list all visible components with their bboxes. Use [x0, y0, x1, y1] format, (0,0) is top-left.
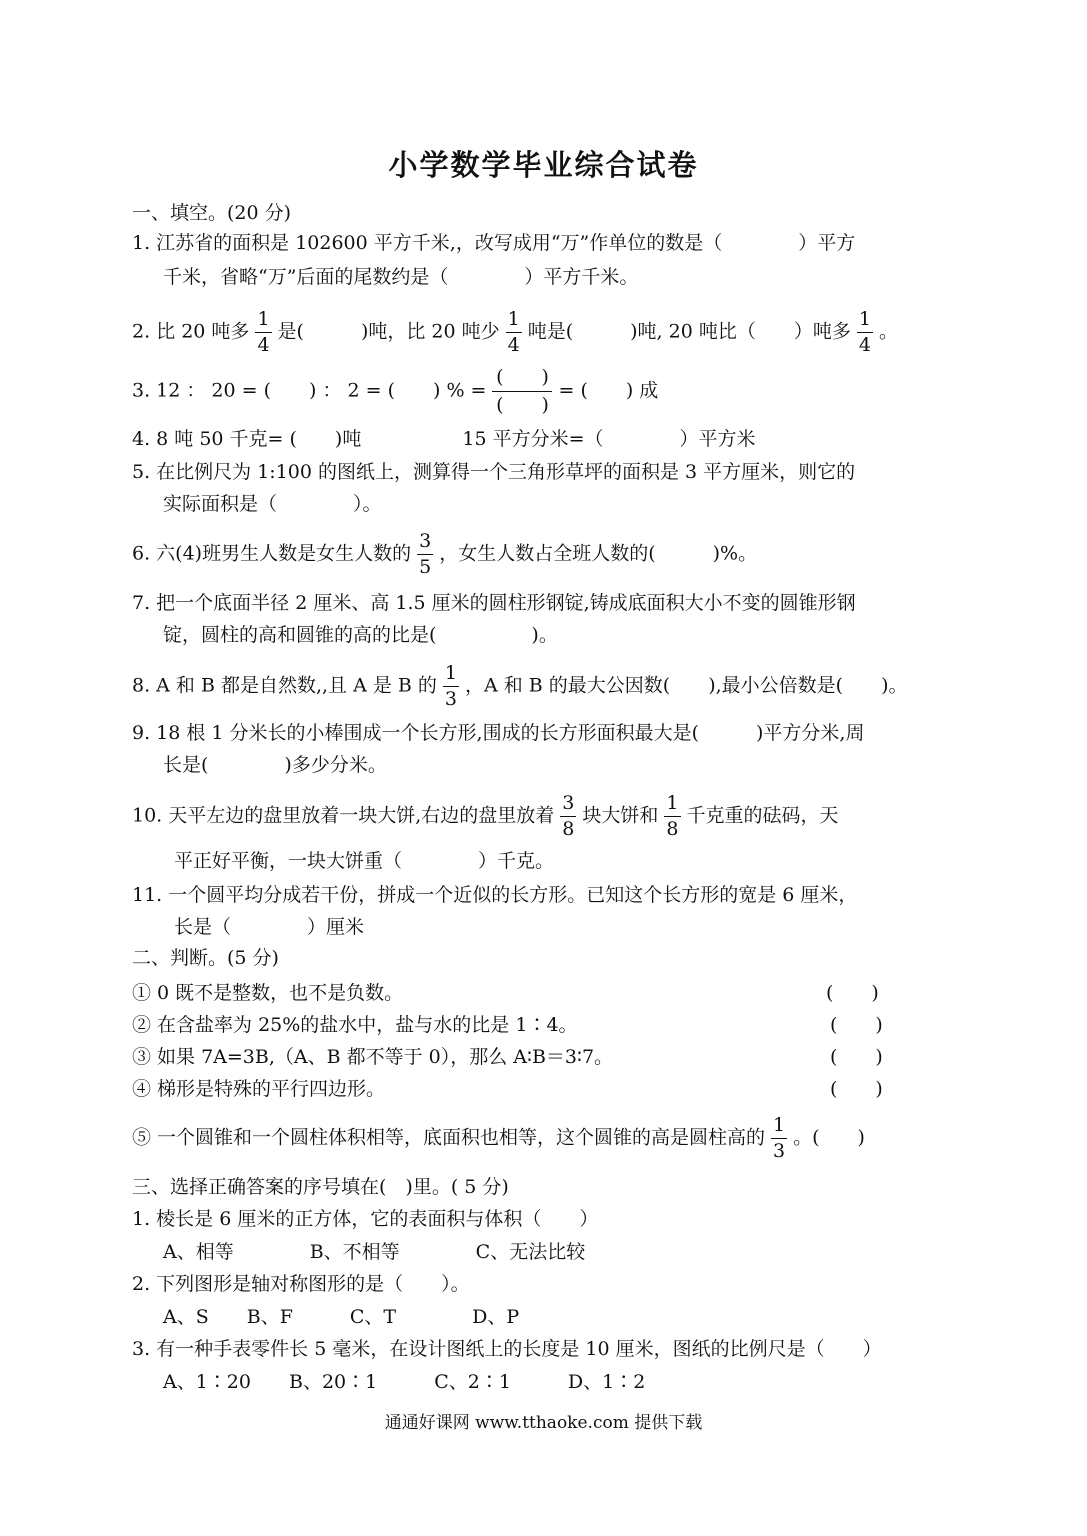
q8-text-1: 8. A 和 B 都是自然数,,且 A 是 B 的 [132, 674, 437, 697]
question-5-line-1: 5. 在比例尺为 1:100 的图纸上，测算得一个三角形草坪的面积是 3 平方厘米，则它的 [132, 461, 856, 483]
judge-item-3: ③ 如果 7A=3B,（A、B 都不等于 0），那么 A∶B＝3∶7。 [132, 1046, 614, 1068]
choice-question-3-options: A、1∶20 B、20∶1 C、2∶1 D、1∶2 [163, 1371, 646, 1393]
question-10-line-1 [132, 794, 839, 839]
question-9-line-1: 9. 18 根 1 分米长的小棒围成一个长方形,围成的长方形面积最大是( )平方分米,周 [132, 722, 865, 744]
blank-fraction: $\frac{( )}{( )}$ [492, 368, 552, 415]
q2-text-2: 是( )吨，比 20 吨少 [277, 320, 500, 343]
question-10-line-2: 平正好平衡，一块大饼重（ ）千克。 [174, 850, 555, 872]
question-7-line-1: 7. 把一个底面半径 2 厘米、高 1.5 厘米的圆柱形钢锭,铸成底面积大小不变的圆锥形钢 [132, 592, 856, 614]
fraction-one-quarter: $\frac{1}{4}$ [507, 308, 520, 356]
q8-text-2: ，A 和 B 的最大公因数( ),最小公倍数是( )。 [465, 674, 908, 697]
question-1-line-1: 1. 江苏省的面积是 102600 平方千米,，改写成用“万”作单位的数是（ ）平方 [132, 232, 856, 254]
question-2 [132, 310, 898, 355]
q10-text-2: 块大饼和 [582, 804, 659, 827]
judge-5-text-1: ⑤ 一个圆锥和一个圆柱体积相等，底面积也相等，这个圆锥的高是圆柱高的 [132, 1126, 766, 1149]
q6-text-1: 6. 六(4)班男生人数是女生人数的 [132, 542, 412, 565]
question-4: 4. 8 吨 50 千克= ( )吨 15 平方分米=（ ）平方米 [132, 428, 756, 450]
question-7-line-2: 锭，圆柱的高和圆锥的高的比是( )。 [163, 624, 558, 646]
judge-answer-blank-3[interactable]: ( ) [830, 1046, 883, 1068]
q3-text-2: = ( ) 成 [558, 379, 659, 402]
q2-text-3: 吨是( )吨, 20 吨比（ ）吨多 [527, 320, 851, 343]
question-11-line-2: 长是（ ）厘米 [174, 916, 365, 938]
judge-item-5 [132, 1116, 865, 1161]
judge-item-1: ① 0 既不是整数，也不是负数。 [132, 982, 404, 1004]
section-1-heading: 一、填空。(20 分) [132, 202, 292, 224]
footer-source: 通通好课网 www.tthaoke.com 提供下载 [384, 1413, 703, 1433]
choice-question-1: 1. 棱长是 6 厘米的正方体，它的表面积与体积（ ） [132, 1208, 599, 1230]
fraction-one-quarter: $\frac{1}{4}$ [858, 308, 871, 356]
question-11-line-1: 11. 一个圆平均分成若干份，拼成一个近似的长方形。已知这个长方形的宽是 6 厘米， [132, 884, 858, 906]
question-1-line-2: 千米，省略“万”后面的尾数约是（ ）平方千米。 [163, 266, 639, 288]
question-6 [132, 532, 757, 577]
q10-text-3: 千克重的砝码，天 [686, 804, 839, 827]
q6-text-2: ，女生人数占全班人数的( )%。 [439, 542, 758, 565]
question-8 [132, 664, 908, 709]
question-5-line-2: 实际面积是（ ）。 [163, 493, 382, 515]
fraction-three-eighths: $\frac{3}{8}$ [562, 792, 575, 840]
q3-text-1: 3. 12 ： 20 = ( ) ： 2 = ( ) % = [132, 379, 487, 402]
choice-question-2-options: A、S B、F C、T D、P [163, 1306, 520, 1328]
section-3-heading: 三、选择正确答案的序号填在( )里。( 5 分) [132, 1176, 509, 1198]
fraction-one-quarter: $\frac{1}{4}$ [257, 308, 270, 356]
section-2-heading: 二、判断。(5 分) [132, 947, 279, 969]
judge-answer-blank-1[interactable]: ( ) [826, 982, 879, 1004]
choice-question-2: 2. 下列图形是轴对称图形的是（ ）。 [132, 1273, 470, 1295]
judge-item-4: ④ 梯形是特殊的平行四边形。 [132, 1078, 386, 1100]
fraction-three-fifths: $\frac{3}{5}$ [419, 530, 432, 578]
judge-5-text-2: 。( ) [793, 1126, 865, 1149]
q2-text-1: 2. 比 20 吨多 [132, 320, 250, 343]
choice-question-3: 3. 有一种手表零件长 5 毫米，在设计图纸上的长度是 10 厘米，图纸的比例尺是（ ） [132, 1338, 882, 1360]
fraction-one-third: $\frac{1}{3}$ [773, 1114, 786, 1162]
q2-text-4: 。 [878, 320, 898, 343]
question-9-line-2: 长是( )多少分米。 [163, 754, 387, 776]
choice-question-1-options: A、相等 B、不相等 C、无法比较 [163, 1241, 586, 1263]
judge-item-2: ② 在含盐率为 25%的盐水中，盐与水的比是 1∶4。 [132, 1014, 578, 1036]
question-3 [132, 368, 658, 415]
fraction-one-eighth: $\frac{1}{8}$ [666, 792, 679, 840]
judge-answer-blank-2[interactable]: ( ) [830, 1014, 883, 1036]
fraction-one-third: $\frac{1}{3}$ [444, 662, 457, 710]
judge-answer-blank-4[interactable]: ( ) [830, 1078, 883, 1100]
q10-text-1: 10. 天平左边的盘里放着一块大饼,右边的盘里放着 [132, 804, 555, 827]
page-title: 小学数学毕业综合试卷 [388, 148, 699, 182]
